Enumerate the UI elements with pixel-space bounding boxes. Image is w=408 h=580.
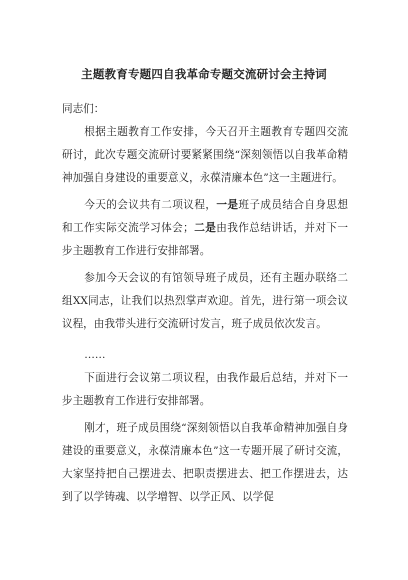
paragraph-1: 根据主题教育工作安排，今天召开主题教育专题四交流研讨，此次专题交流研讨要紧紧围绕“深刻领悟以自我革命精神加强自身建设的重要意义，永葆清廉本色”这一主题进行。	[62, 126, 348, 184]
paragraph-2	[62, 194, 348, 263]
document-body	[62, 98, 348, 509]
agenda-item-1-text: 班子成员结合自身思想和工作实际交流学习体会；	[62, 199, 349, 234]
paragraph-3: 参加今天会议的有馆领导班子成员，还有主题办联络二组XX同志，让我们以热烈掌声欢迎。首先，进行第一项会议议程，由我带头进行交流研讨发言，班子成员依次发言。	[62, 272, 348, 330]
agenda-item-2-text: 由我作总结讲话，并对下一步主题教育工作进行安排部署。	[62, 222, 349, 257]
ellipsis: ……	[84, 349, 106, 361]
document-title: 主题教育专题四自我革命专题交流研讨会主持词	[81, 67, 327, 81]
paragraph-5: 刚才，班子成员围绕“深刻领悟以自我革命精神加强自身建设的重要意义，永葆清廉本色”这一专题开展了研讨交流，大家坚持把自己摆进去、把职责摆进去、把工作摆进去，达到了以学铸魂、以学增智、以学正风、以学促	[62, 422, 348, 503]
paragraph-4: 下面进行会议第二项议程，由我作最后总结，并对下一步主题教育工作进行安排部署。	[62, 372, 348, 407]
agenda-item-1-marker: 一是	[216, 199, 239, 211]
agenda-item-2-marker: 二是	[193, 222, 217, 234]
agenda-intro: 今天的会议共有二项议程，	[84, 199, 217, 211]
salutation: 同志们：	[62, 103, 105, 115]
